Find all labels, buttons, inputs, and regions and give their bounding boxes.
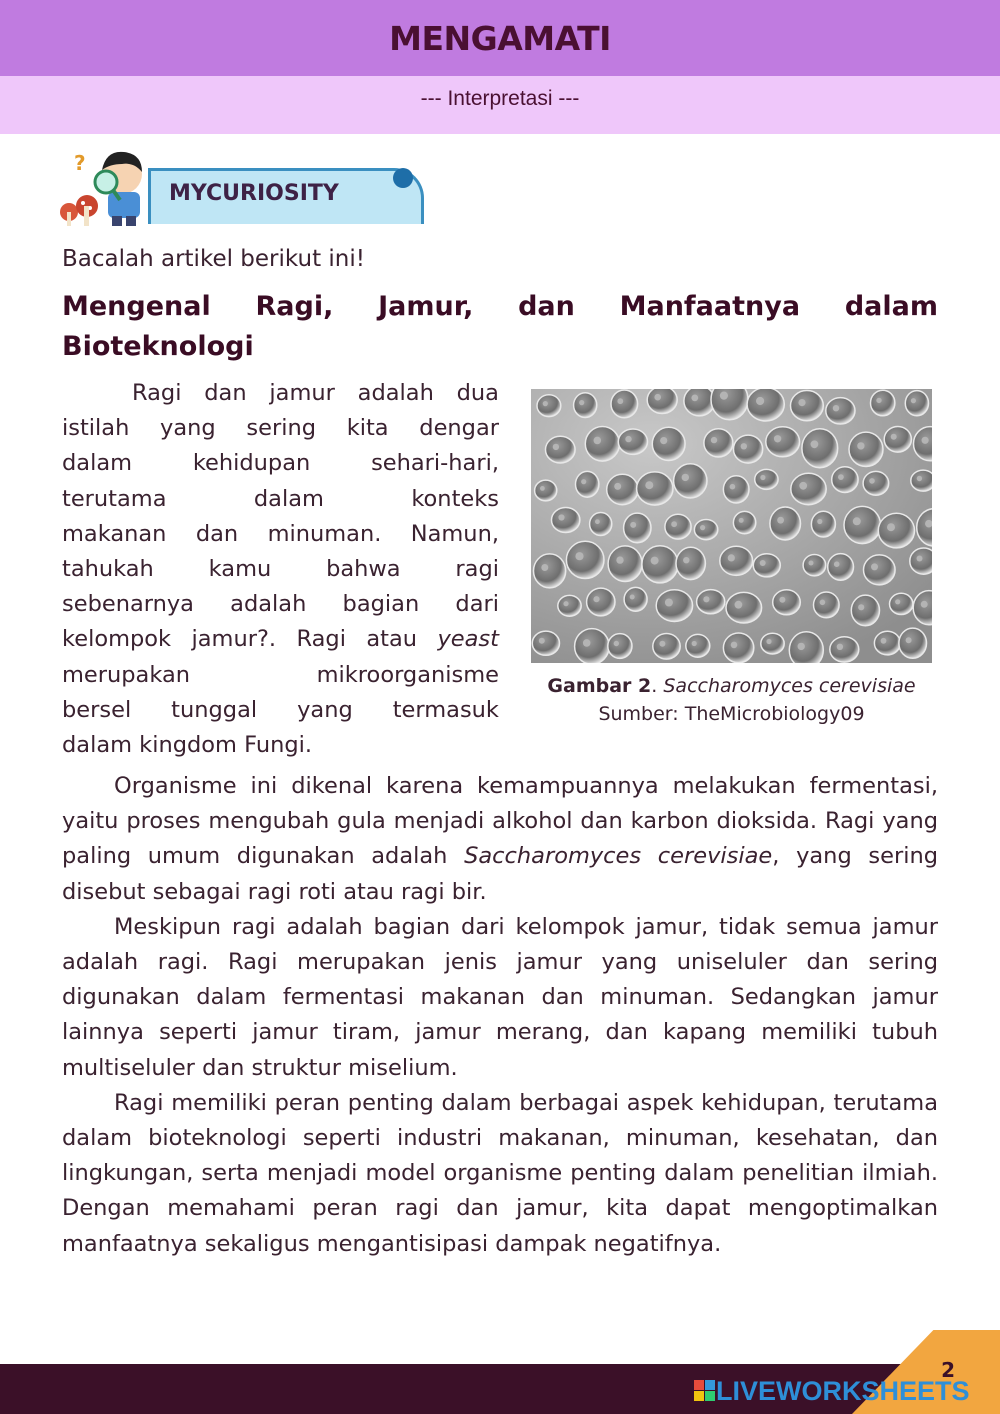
article-title	[62, 287, 938, 367]
yeast-vacuole	[645, 481, 653, 489]
yeast-cell	[618, 429, 647, 454]
title-word: Jamur,	[378, 291, 474, 322]
text-word: adalah	[230, 591, 307, 618]
text-word: tahukah	[62, 556, 154, 583]
yeast-cell	[534, 554, 566, 588]
mycuriosity-tab	[148, 168, 424, 224]
text-line	[62, 622, 499, 657]
yeast-vacuole	[682, 474, 689, 481]
yeast-vacuole	[728, 554, 735, 561]
yeast-cell	[871, 390, 895, 416]
yeast-vacuole	[553, 444, 559, 450]
yeast-cell	[733, 511, 755, 533]
yeast-cell	[755, 469, 778, 489]
caption-label: Gambar 2	[547, 675, 652, 697]
text-word: dalam kingdom Fungi.	[62, 732, 313, 759]
yeast-vacuole	[858, 604, 864, 610]
yeast-vacuole	[614, 483, 621, 490]
text-line	[62, 411, 499, 446]
paragraph-fermentation: Organisme ini dikenal karena kemampuannya melakukan fermentasi, yaitu proses mengubah gula menjadi alkohol dan karbon dioksida. Ragi yang paling umum digunakan adalah Saccharomyces cerevisiae, yang sering disebut sebagai ragi roti atau ragi bir.	[62, 773, 938, 905]
text-word: yang	[160, 415, 216, 442]
text-line	[62, 517, 499, 552]
text-word: termasuk	[392, 696, 499, 723]
yeast-cell	[874, 631, 900, 655]
yeast-micrograph	[531, 389, 932, 663]
yeast-cell	[704, 429, 733, 457]
yeast-cell	[566, 541, 604, 578]
yeast-vacuole	[575, 552, 583, 560]
yeast-cell	[608, 546, 642, 582]
text-word: kelompok	[62, 626, 172, 653]
intro-paragraph	[62, 376, 499, 763]
text-word: adalah	[357, 380, 434, 406]
yeast-cell	[723, 633, 753, 663]
text-line	[62, 446, 499, 481]
yeast-vacuole	[837, 644, 843, 650]
yeast-cell	[830, 637, 859, 662]
liveworksheets-watermark: LIVEWORKSHEETS	[694, 1376, 970, 1407]
yeast-cell	[624, 513, 651, 543]
text-word: jamur	[269, 380, 335, 406]
text-word: ragi	[455, 556, 499, 583]
yeast-cell	[723, 476, 749, 503]
yeast-vacuole	[700, 525, 705, 530]
text-word: minuman.	[267, 520, 382, 547]
text-word: dalam	[62, 450, 133, 477]
yeast-vacuole	[558, 514, 564, 520]
article-body	[62, 769, 938, 1262]
yeast-vacuole	[921, 601, 928, 608]
yeast-cell	[761, 633, 784, 654]
yeast-cell	[770, 507, 801, 540]
text-word: dari	[455, 591, 499, 618]
yeast-vacuole	[739, 518, 744, 523]
yeast-cell	[576, 471, 599, 497]
liveworksheets-logo-icon	[694, 1380, 716, 1402]
text-word: dua	[456, 380, 499, 406]
yeast-cell	[791, 473, 826, 504]
figure-source: Sumber: TheMicrobiology09	[598, 703, 865, 725]
text-word: Namun,	[410, 520, 499, 547]
text-word: kehidupan	[192, 450, 311, 477]
yeast-cell	[814, 592, 840, 618]
yeast-vacuole	[630, 522, 636, 528]
yeast-cell	[546, 436, 576, 463]
yeast-cell	[802, 429, 838, 468]
yeast-cell	[624, 587, 647, 611]
yeast-vacuole	[766, 639, 771, 644]
yeast-cell	[611, 390, 638, 418]
yeast-vacuole	[798, 643, 805, 650]
yeast-vacuole	[774, 435, 781, 442]
text-word: dan	[204, 380, 247, 406]
yeast-vacuole	[583, 639, 591, 647]
yeast-vacuole	[579, 400, 584, 405]
yeast-cell	[864, 555, 896, 585]
text-word: tunggal	[171, 696, 258, 723]
yeast-cell	[697, 590, 725, 614]
article-title-line1	[62, 287, 938, 327]
article-title-line2: Bioteknologi	[62, 331, 254, 362]
yeast-cell	[532, 631, 559, 655]
yeast-vacuole	[853, 517, 861, 525]
mycuriosity-label: MYCURIOSITY	[169, 181, 339, 206]
yeast-vacuole	[891, 434, 897, 440]
yeast-cell	[686, 634, 710, 657]
yeast-vacuole	[651, 557, 659, 565]
yeast-vacuole	[581, 479, 586, 484]
title-word: Mengenal	[62, 291, 211, 322]
yeast-cell	[734, 435, 763, 463]
header-band	[0, 0, 1000, 76]
yeast-cell	[653, 634, 680, 660]
yeast-vacuole	[731, 642, 738, 649]
text-word: yeast	[437, 626, 499, 653]
yeast-vacuole	[833, 405, 839, 411]
text-word: bagian	[342, 591, 420, 618]
yeast-vacuole	[595, 519, 600, 524]
yeast-vacuole	[614, 641, 619, 646]
page-title: MENGAMATI	[389, 19, 611, 58]
yeast-vacuole	[799, 482, 807, 490]
yeast-vacuole	[911, 398, 916, 403]
svg-text:?: ?	[74, 151, 86, 175]
yeast-cell	[587, 588, 615, 616]
badge-dot-icon	[393, 168, 413, 188]
yeast-cell	[674, 464, 707, 498]
text-word: konteks	[411, 485, 499, 512]
text-word: sehari-hari,	[371, 450, 499, 477]
subheader-band	[0, 76, 1000, 134]
yeast-vacuole	[760, 475, 765, 480]
yeast-cell	[684, 389, 715, 416]
yeast-cell	[753, 554, 780, 577]
text-word: makanan	[62, 520, 167, 547]
yeast-vacuole	[871, 563, 878, 570]
yeast-vacuole	[539, 638, 545, 644]
page-subtitle: --- Interpretasi ---	[420, 87, 580, 110]
yeast-cell	[828, 554, 854, 581]
text-line	[62, 693, 499, 728]
text-line	[62, 376, 499, 411]
yeast-cell	[832, 467, 858, 493]
yeast-cell	[558, 595, 581, 616]
yeast-vacuole	[760, 560, 766, 566]
yeast-vacuole	[692, 641, 697, 646]
yeast-cell	[537, 395, 561, 417]
yeast-vacuole	[838, 474, 844, 480]
yeast-vacuole	[820, 600, 826, 606]
yeast-cell	[884, 427, 911, 453]
text-word: sering	[246, 415, 316, 442]
text-line	[62, 552, 499, 587]
yeast-vacuole	[735, 601, 743, 609]
yeast-vacuole	[809, 561, 814, 566]
yeast-vacuole	[741, 443, 747, 449]
yeast-vacuole	[671, 521, 677, 527]
yeast-cell	[863, 471, 889, 495]
yeast-cell	[789, 632, 823, 663]
yeast-cell	[694, 520, 717, 540]
yeast-cell	[773, 590, 801, 615]
yeast-vacuole	[887, 523, 895, 531]
yeast-cells-image	[531, 389, 932, 663]
text-word: Ragi	[132, 380, 182, 406]
yeast-vacuole	[654, 394, 661, 401]
yeast-cell	[647, 389, 677, 414]
yeast-cell	[574, 393, 597, 418]
yeast-cell	[642, 546, 678, 583]
text-word: istilah	[62, 415, 130, 442]
text-word: jamur?.	[191, 626, 277, 653]
yeast-cell	[590, 513, 612, 536]
yeast-vacuole	[906, 637, 912, 643]
yeast-cell	[535, 480, 557, 501]
yeast-vacuole	[869, 478, 875, 484]
yeast-cell	[637, 472, 673, 505]
paragraph-yeast-vs-fungi: Meskipun ragi adalah bagian dari kelompok jamur, tidak semua jamur adalah ragi. Ragi merupakan jenis jamur yang uniseluler dan sering digunakan dalam fermentasi makanan dan minuman. Sedangkan jamur lainnya seperti jamur tiram, jamur merang, dan kapang memiliki tubuh multiseluler dan struktur miselium.	[62, 913, 938, 1081]
text-word: dengar	[419, 415, 499, 442]
yeast-vacuole	[917, 556, 923, 562]
yeast-vacuole	[683, 557, 689, 563]
text-word: merupakan	[62, 661, 191, 688]
yeast-vacuole	[691, 395, 698, 402]
text-word: bersel	[62, 696, 132, 723]
yeast-cell	[851, 595, 879, 626]
yeast-vacuole	[703, 596, 709, 602]
yeast-cell	[803, 555, 826, 576]
yeast-cell	[878, 513, 914, 548]
yeast-cell	[607, 474, 638, 504]
yeast-vacuole	[665, 599, 673, 607]
yeast-cell	[575, 629, 610, 663]
yeast-vacuole	[563, 601, 568, 606]
yeast-cell	[676, 547, 705, 579]
mycuriosity-badge	[56, 148, 428, 230]
yeast-vacuole	[917, 476, 922, 481]
yeast-vacuole	[881, 638, 887, 644]
yeast-vacuole	[817, 519, 822, 524]
yeast-cell	[585, 427, 619, 462]
yeast-vacuole	[711, 437, 717, 443]
text-word: kamu	[208, 556, 272, 583]
text-word: kita	[346, 415, 389, 442]
curious-child-magnifier-icon	[56, 148, 156, 230]
yeast-vacuole	[834, 561, 840, 567]
yeast-vacuole	[779, 597, 785, 603]
yeast-vacuole	[798, 399, 805, 406]
yeast-vacuole	[630, 595, 635, 600]
yeast-vacuole	[720, 392, 728, 400]
text-line	[62, 587, 499, 622]
yeast-cell	[890, 593, 913, 614]
yeast-cell	[652, 427, 685, 460]
yeast-vacuole	[756, 397, 764, 405]
title-word: dalam	[844, 291, 938, 322]
yeast-vacuole	[659, 641, 665, 647]
yeast-vacuole	[541, 564, 548, 571]
yeast-cell	[791, 391, 824, 421]
yeast-vacuole	[625, 436, 631, 442]
yeast-cell	[844, 506, 881, 543]
text-word: Ragi	[296, 626, 346, 653]
yeast-vacuole	[540, 486, 545, 491]
yeast-cell	[720, 546, 753, 575]
caption-species: Saccharomyces cerevisiae	[663, 675, 916, 697]
yeast-cell	[608, 634, 632, 659]
title-word: Manfaatnya	[619, 291, 801, 322]
yeast-vacuole	[660, 437, 667, 444]
title-word: dan	[518, 291, 575, 322]
yeast-vacuole	[594, 437, 602, 445]
yeast-vacuole	[777, 517, 784, 524]
yeast-vacuole	[876, 398, 881, 403]
yeast-cell	[905, 391, 928, 416]
yeast-cell	[811, 511, 835, 537]
text-line	[62, 658, 499, 693]
figure-caption	[531, 672, 932, 728]
text-word: atau	[366, 626, 418, 653]
yeast-vacuole	[593, 596, 599, 602]
text-word: yang	[297, 696, 353, 723]
text-line	[62, 482, 499, 517]
figure-caption-line: Gambar 2. Saccharomyces cerevisiae	[547, 675, 916, 697]
text-word: dalam	[253, 485, 324, 512]
yeast-vacuole	[922, 437, 929, 444]
page-number: 2	[941, 1358, 955, 1382]
yeast-vacuole	[543, 401, 548, 406]
text-word: terutama	[62, 485, 167, 512]
yeast-vacuole	[857, 442, 864, 449]
text-word: sebenarnya	[62, 591, 194, 618]
yeast-cell	[656, 590, 692, 622]
yeast-cell	[726, 592, 762, 623]
yeast-cell	[552, 508, 580, 533]
yeast-vacuole	[811, 440, 819, 448]
yeast-cell	[747, 389, 784, 421]
text-line	[62, 728, 499, 763]
yeast-cell	[665, 514, 691, 539]
yeast-vacuole	[730, 484, 736, 490]
text-word: mikroorganisme	[316, 661, 499, 688]
yeast-cell	[849, 432, 883, 466]
yeast-vacuole	[616, 556, 623, 563]
yeast-vacuole	[895, 599, 900, 604]
yeast-cell	[826, 398, 855, 424]
title-word: Ragi,	[255, 291, 334, 322]
text-word: dan	[195, 520, 239, 547]
paragraph-role: Ragi memiliki peran penting dalam berbagai aspek kehidupan, terutama dalam bioteknologi seperti industri makanan, minuman, kesehatan, dan lingkungan, serta menjadi model organisme penting dalam penelitian ilmiah. Dengan memahami peran ragi dan jamur, kita dapat mengoptimalkan manfaatnya sekaligus mengantisipasi dampak negatifnya.	[62, 1089, 938, 1257]
yeast-cell	[911, 470, 932, 491]
instruction-text: Bacalah artikel berikut ini!	[62, 246, 365, 272]
yeast-vacuole	[617, 398, 623, 404]
yeast-cell	[899, 628, 927, 658]
text-word: bahwa	[326, 556, 401, 583]
yeast-cell	[766, 427, 800, 457]
